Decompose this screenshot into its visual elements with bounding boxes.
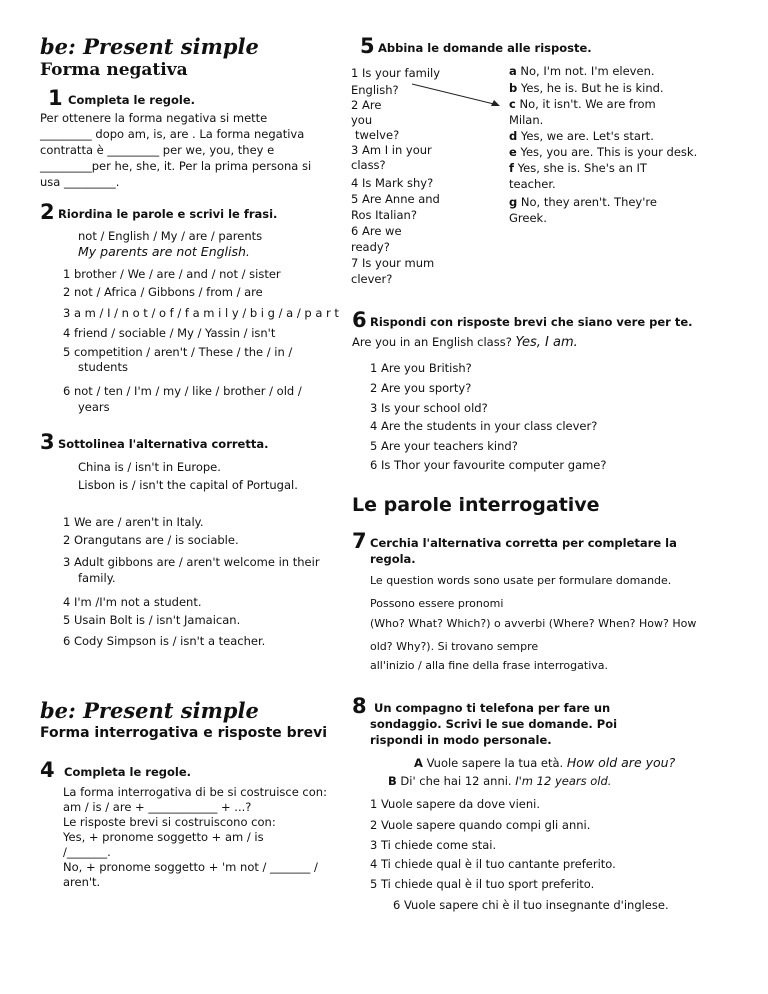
rule-line: old? Why?). Si trovano sempre [370,640,539,653]
exercise-number: 5 [360,34,375,58]
answer-line: Milan. [509,113,544,127]
list-item: 3 Adult gibbons are / aren't welcome in their [63,555,320,569]
section-title: Le parole interrogative [352,494,600,516]
example-sentence: China is / isn't in Europe. [78,460,221,474]
list-item: 2 not / Africa / Gibbons / from / are [63,285,263,299]
answer-line: teacher. [509,177,556,191]
exercise-heading: regola. [370,552,416,566]
question-line: 4 Is Mark shy? [351,176,434,190]
rule-line: Yes, + pronome soggetto + am / is [63,830,264,844]
exercise-heading: Un compagno ti telefona per fare un [374,701,611,715]
exercise-heading: sondaggio. Scrivi le sue domande. Poi [370,717,618,731]
rule-line: Le question words sono usate per formulare domande. [370,574,672,587]
question-line: ready? [351,240,390,254]
list-item: 1 brother / We / are / and / not / sister [63,267,281,281]
example-sentence: Lisbon is / isn't the capital of Portugal. [78,478,298,492]
list-item: 4 Are the students in your class clever? [370,419,598,433]
list-item: 2 Vuole sapere quando compi gli anni. [370,818,591,832]
list-item: 5 Ti chiede qual è il tuo sport preferito. [370,877,595,891]
example-answer: My parents are not English. [78,244,250,259]
answer-line: a No, I'm not. I'm eleven. [509,64,655,78]
matching-arrow [410,80,505,110]
question-line: twelve? [355,128,400,142]
exercise-number: 2 [40,200,55,224]
exercise-heading: Sottolinea l'alternativa corretta. [58,437,269,451]
exercise-number: 3 [40,430,55,454]
list-item: 5 Usain Bolt is / isn't Jamaican. [63,613,241,627]
section-subtitle: Forma negativa [40,60,188,80]
question-line: clever? [351,272,393,286]
answer-line: c No, it isn't. We are from [509,97,656,111]
list-item: 3 Is your school old? [370,401,488,415]
rule-line: _________ dopo am, is, are . La forma negativa [40,127,305,141]
list-item: 3 Ti chiede come stai. [370,838,497,852]
example-prompt: not / English / My / are / parents [78,229,263,243]
section-subtitle: Forma interrogativa e risposte brevi [40,725,327,741]
question-line: 3 Am I in your [351,143,432,157]
list-item: 3 a m / I / n o t / o f / f a m i l y / b i g / a / p a r t [63,306,339,320]
list-item: 1 We are / aren't in Italy. [63,515,204,529]
question-line: class? [351,158,386,172]
answer-line: f Yes, she is. She's an IT [509,161,647,175]
page-title: be: Present simple [40,34,259,59]
list-item: 6 Is Thor your favourite computer game? [370,458,607,472]
rule-line: Per ottenere la forma negativa si mette [40,111,268,125]
section-title: be: Present simple [40,698,259,723]
exercise-number: 1 [48,86,63,110]
exercise-heading: Cerchia l'alternativa corretta per completare la [370,536,677,550]
rule-line: Le risposte brevi si costruiscono con: [63,815,276,829]
list-item: 6 Vuole sapere chi è il tuo insegnante d'inglese. [393,898,669,912]
exercise-number: 4 [40,758,55,782]
rule-line: Possono essere pronomi [370,597,504,610]
rule-line: (Who? What? Which?) o avverbi (Where? When? How? How [370,617,697,630]
question-line: 2 Are [351,98,382,112]
question-line: you [351,113,373,127]
list-item: students [78,360,128,374]
list-item: years [78,400,110,414]
exercise-heading: Riordina le parole e scrivi le frasi. [58,207,278,221]
question-line: 5 Are Anne and [351,192,440,206]
list-item: 5 Are your teachers kind? [370,439,518,453]
exercise-heading: Abbina le domande alle risposte. [378,41,592,55]
list-item: 2 Orangutans are / is sociable. [63,533,239,547]
rule-line: La forma interrogativa di be si costruisce con: [63,785,327,799]
example-line: Are you in an English class? Yes, I am. [352,335,578,350]
exercise-heading: Completa le regole. [68,93,196,107]
list-item: 5 competition / aren't / These / the / in / [63,345,293,359]
answer-line: g No, they aren't. They're [509,195,657,209]
list-item: 2 Are you sporty? [370,381,472,395]
exercise-heading: rispondi in modo personale. [370,733,552,747]
list-item: 1 Vuole sapere da dove vieni. [370,797,541,811]
question-line: 6 Are we [351,224,402,238]
answer-line: Greek. [509,211,547,225]
rule-line: /_______. [63,845,111,859]
list-item: 4 I'm /I'm not a student. [63,595,202,609]
example-line: B Di' che hai 12 anni. I'm 12 years old. [388,774,612,788]
rule-line: usa _________. [40,175,120,189]
list-item: 1 Are you British? [370,361,472,375]
answer-line: d Yes, we are. Let's start. [509,129,654,143]
list-item: 4 Ti chiede qual è il tuo cantante preferito. [370,857,616,871]
rule-line: No, + pronome soggetto + 'm not / _______ / [63,860,318,874]
rule-line: aren't. [63,875,101,889]
list-item: 6 Cody Simpson is / isn't a teacher. [63,634,266,648]
exercise-heading: Rispondi con risposte brevi che siano vere per te. [370,315,693,329]
answer-line: e Yes, you are. This is your desk. [509,145,698,159]
answer-line: b Yes, he is. But he is kind. [509,81,664,95]
rule-line: am / is / are + ____________ + ...? [63,800,252,814]
question-line: 7 Is your mum [351,256,435,270]
exercise-number: 6 [352,308,367,332]
question-line: 1 Is your family [351,66,441,80]
rule-line: _________per he, she, it. Per la prima persona si [40,159,312,173]
exercise-number: 7 [352,529,367,553]
list-item: family. [78,571,116,585]
question-line: English? [351,83,399,97]
list-item: 6 not / ten / I'm / my / like / brother / old / [63,384,302,398]
example-line: A Vuole sapere la tua età. How old are you? [414,755,676,770]
rule-line: all'inizio / alla fine della frase interrogativa. [370,659,608,672]
question-line: Ros Italian? [351,208,417,222]
exercise-heading: Completa le regole. [64,765,192,779]
exercise-number: 8 [352,694,367,718]
rule-line: contratta è _________ per we, you, they e [40,143,275,157]
list-item: 4 friend / sociable / My / Yassin / isn't [63,326,276,340]
